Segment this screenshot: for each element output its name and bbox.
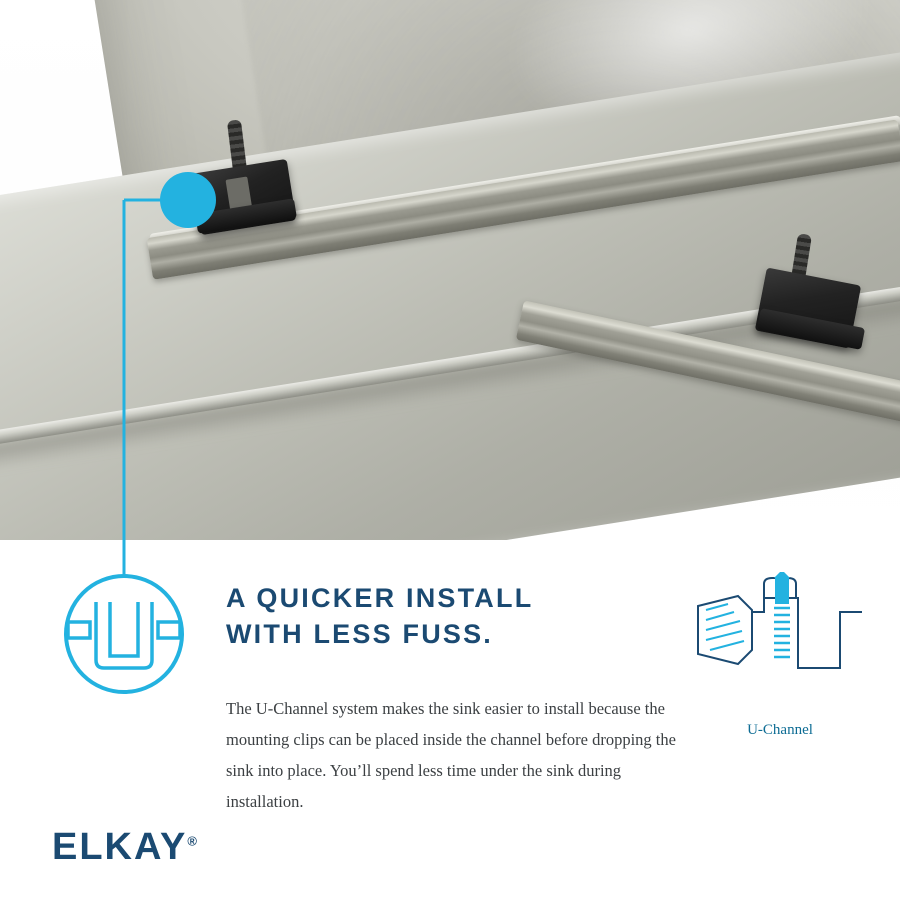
headline-line-2: WITH LESS FUSS. [226,619,494,649]
u-channel-diagram [690,572,870,712]
u-channel-icon [68,602,180,668]
elkay-logo [52,826,197,869]
u-channel-diagram-bolt [774,572,790,657]
diagram-caption: U-Channel [747,722,813,738]
headline [226,580,696,652]
body-paragraph: The U-Channel system makes the sink easier to install because the mounting clips can be placed inside the channel before dropping the sink into place. You’ll spend less time under the sink during installation. [226,698,676,811]
callout-icon-ring [66,576,182,692]
logo-wordmark: ELKAY [52,826,188,868]
logo-registered-mark: ® [187,833,197,849]
headline-line-1: A QUICKER INSTALL [226,583,534,613]
